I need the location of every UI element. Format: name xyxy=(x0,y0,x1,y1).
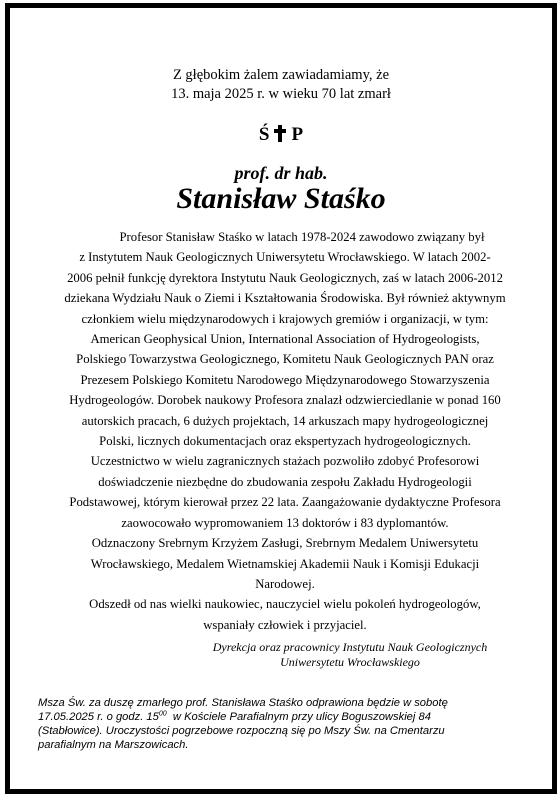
bio-line: z Instytutem Nauk Geologicznych Uniwersytetu Wrocławskiego. W latach 2002- xyxy=(79,250,491,265)
bio-line: doświadczenie niezbędne do zbudowania zespołu Zakładu Hydrogeologii xyxy=(98,474,472,489)
notice-line-4: parafialnym na Marszowicach. xyxy=(38,739,189,751)
bio-line: American Geophysical Union, International Association of Hydrogeologists, xyxy=(90,332,480,347)
academic-title: prof. dr hab. xyxy=(234,163,328,183)
bio-line: Polski, licznych dokumentacjach oraz ekspertyzach hydrogeologicznych. xyxy=(99,434,471,449)
swietej-pamieci-symbol xyxy=(10,124,552,146)
bio-line: zaowocowało wypromowaniem 13 doktorów i 83 dyplomantów. xyxy=(121,515,449,530)
bio-line: 2006 pełnił funkcję dyrektora Instytutu Nauk Geologicznych, zaś w latach 2006-2012 xyxy=(67,270,503,285)
signature-line-2: Uniwersytetu Wrocławskiego xyxy=(280,655,420,669)
bio-line: Prezesem Polskiego Komitetu Narodowego Międzynarodowego Stowarzyszenia xyxy=(80,372,490,387)
bio-line: Narodowej. xyxy=(255,576,315,591)
notice-time-minutes: 00 xyxy=(158,710,167,718)
signature-block xyxy=(170,640,530,670)
bio-line: autorskich pracach, 6 dużych projektach, 14 arkuszach mapy hydrogeologicznej xyxy=(81,413,489,428)
symbol-letter-p: P xyxy=(291,124,304,145)
bio-line: Odznaczony Srebrnym Krzyżem Zasługi, Srebrnym Medalem Uniwersytetu xyxy=(91,536,479,551)
notice-date-time: 17.05.2025 r. o godz. 15 xyxy=(38,711,159,723)
bio-line: Hydrogeologów. Dorobek naukowy Profesora znalazł odzwierciedlanie w ponad 160 xyxy=(69,393,501,408)
bio-line: Polskiego Towarzystwa Geologicznego, Komitetu Nauk Geologicznych PAN oraz xyxy=(76,352,494,367)
announcement-intro xyxy=(10,66,552,104)
notice-church-address: w Kościele Parafialnym przy ulicy Boguszowskiej 84 xyxy=(166,711,431,723)
bio-line: Wrocławskiego, Medalem Wietnamskiej Akademii Nauk i Komisji Edukacji xyxy=(90,556,480,571)
bio-line: Podstawowej, którym kierował przez 22 lata. Zaangażowanie dydaktyczne Profesora xyxy=(69,495,501,510)
bio-line: Odszedł od nas wielki naukowiec, nauczyciel wielu pokoleń hydrogeologów, xyxy=(89,597,481,612)
signature-line-1: Dyrekcja oraz pracownicy Instytutu Nauk Geologicznych xyxy=(212,640,488,654)
intro-line-1: Z głębokim żalem zawiadamiamy, że xyxy=(172,67,390,83)
biography-text xyxy=(30,227,540,635)
cross-icon xyxy=(274,125,286,142)
notice-line-2 xyxy=(38,710,538,724)
notice-line-3: (Stabłowice). Uroczystości pogrzebowe rozpoczną się po Mszy Św. na Cmentarzu xyxy=(38,725,445,737)
deceased-name: Stanisław Staśko xyxy=(176,182,386,215)
bio-line: dziekana Wydziału Nauk o Ziemi i Kształtowania Środowiska. Był również aktywnym xyxy=(64,291,506,306)
notice-line-1: Msza Św. za duszę zmarłego prof. Stanisława Staśko odprawiona będzie w sobotę xyxy=(38,697,448,709)
intro-line-2: 13. maja 2025 r. w wieku 70 lat zmarł xyxy=(171,86,391,102)
bio-line: Uczestnictwo w wielu zagranicznych stażach pozwoliło zdobyć Profesorowi xyxy=(90,454,480,469)
symbol-letter-s: Ś xyxy=(258,124,270,145)
bio-line: członkiem wielu międzynarodowych i krajowych gremiów i organizacji, w tym: xyxy=(81,311,489,326)
bio-line: wspaniały człowiek i przyjaciel. xyxy=(203,617,367,632)
bio-line: Profesor Stanisław Staśko w latach 1978-2024 zawodowo związany był xyxy=(119,230,485,244)
funeral-notice xyxy=(38,696,538,752)
obituary-border-frame xyxy=(5,3,557,794)
